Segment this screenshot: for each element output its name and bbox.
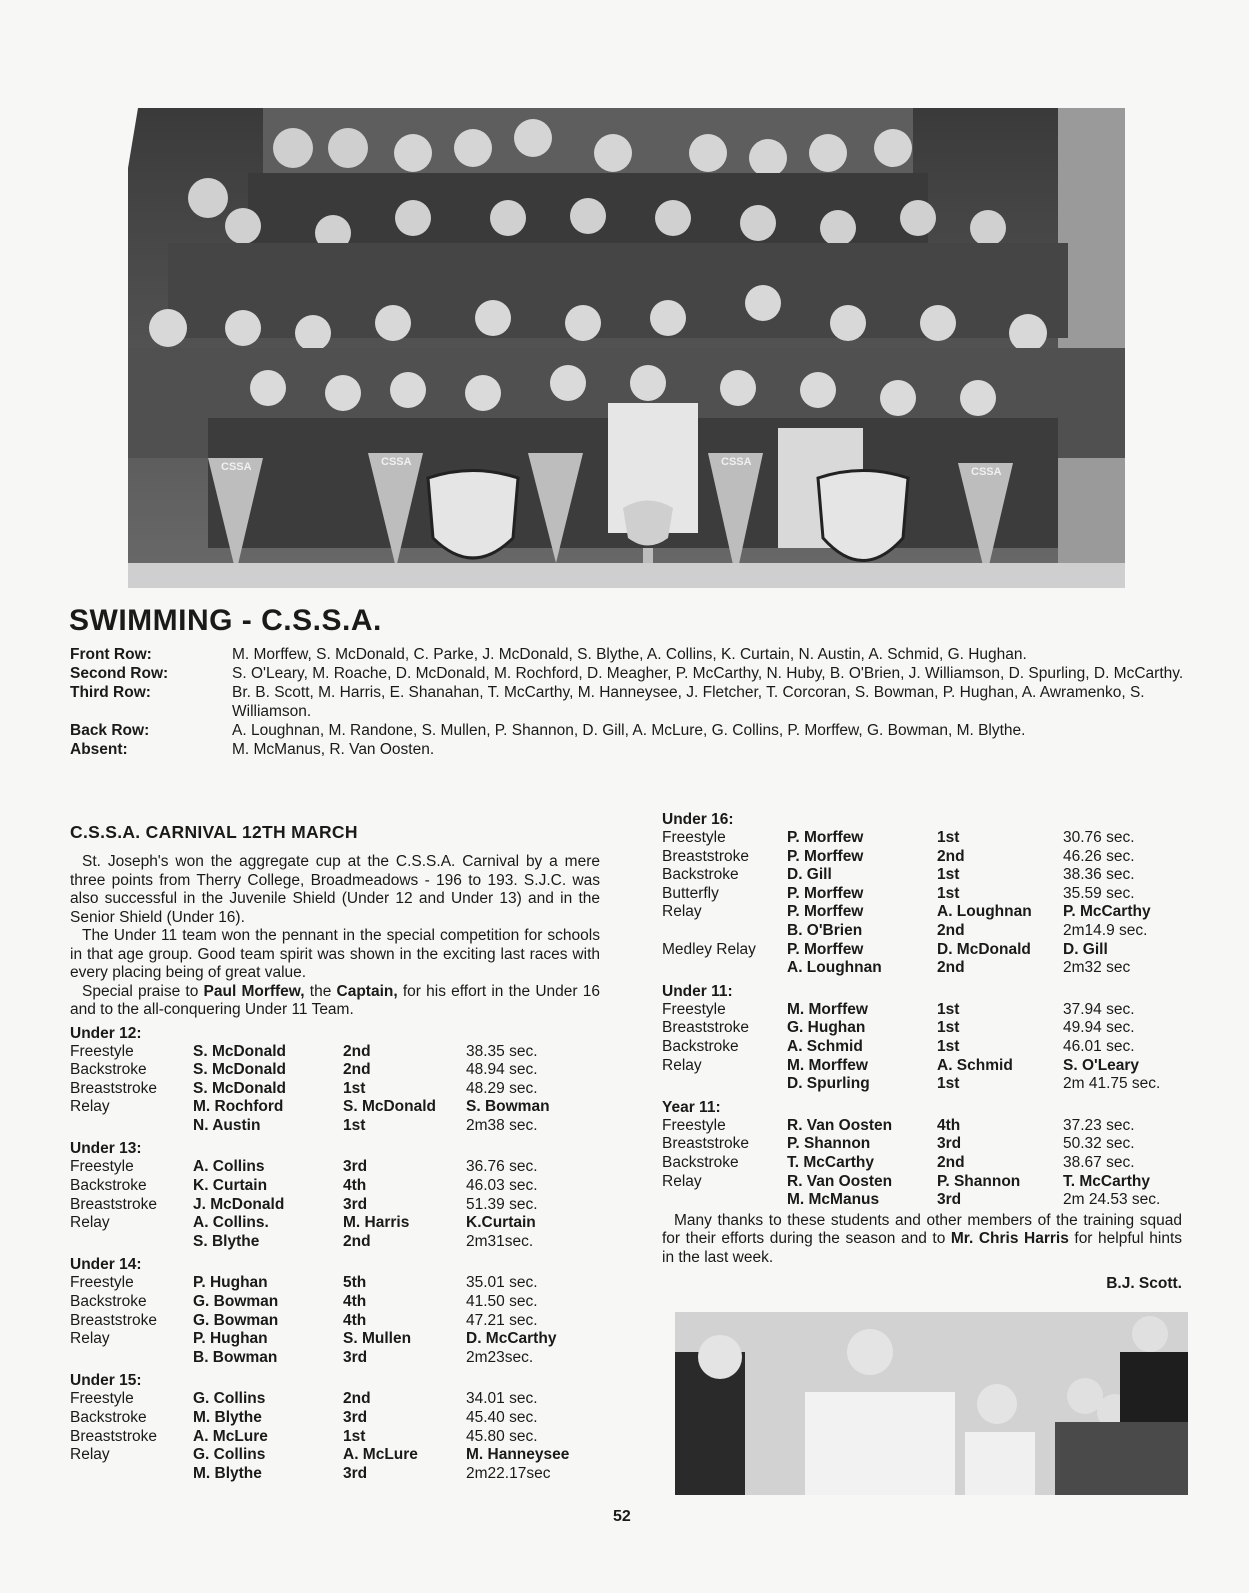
result-row — [662, 941, 1192, 960]
place-cell: A. McLure — [343, 1446, 418, 1464]
results-table-left — [70, 1024, 600, 1484]
time-cell: 2m 41.75 sec. — [1063, 1075, 1161, 1093]
time-cell: 2m 24.53 sec. — [1063, 1191, 1161, 1209]
place-cell: 1st — [937, 1000, 960, 1018]
caption-row-label: Second Row: — [70, 665, 169, 682]
article-left-column — [70, 822, 600, 1483]
age-group-heading: Under 12: — [70, 1024, 142, 1042]
swimmer-cell: M. Morffew — [787, 1000, 868, 1018]
result-row — [662, 1173, 1192, 1192]
time-cell: 38.67 sec. — [1063, 1153, 1135, 1171]
caption-row-names: A. Loughnan, M. Randone, S. Mullen, P. Shannon, D. Gill, A. McLure, G. Collins, P. Morffew, G. Bowman, M. Blythe. — [232, 722, 1026, 739]
caption-row-names: S. O'Leary, M. Roache, D. McDonald, M. Rochford, D. Meagher, P. McCarthy, N. Huby, B. O'Brien, J. Williamson, D. Spurling, D. McCarthy. — [232, 665, 1184, 682]
place-cell: 4th — [343, 1311, 367, 1329]
time-cell: S. O'Leary — [1063, 1056, 1140, 1074]
event-cell: Backstroke — [70, 1177, 147, 1195]
time-cell: 46.01 sec. — [1063, 1037, 1135, 1055]
swimmer-cell: A. McLure — [193, 1427, 268, 1445]
result-row — [70, 1446, 600, 1465]
event-cell: Relay — [662, 1056, 702, 1074]
time-cell: 51.39 sec. — [466, 1195, 538, 1213]
swimmer-cell: M. Morffew — [787, 1056, 868, 1074]
swimmer-cell: P. Morffew — [787, 847, 864, 865]
team-photo-graphic — [128, 108, 1125, 588]
place-cell: 3rd — [937, 1135, 962, 1153]
time-cell: 34.01 sec. — [466, 1390, 538, 1408]
event-cell: Freestyle — [662, 1000, 726, 1018]
age-group-heading: Under 16: — [662, 811, 734, 828]
result-row — [70, 1390, 600, 1409]
event-cell: Freestyle — [70, 1158, 134, 1176]
time-cell: 50.32 sec. — [1063, 1135, 1135, 1153]
swimmer-cell: S. McDonald — [193, 1042, 287, 1060]
result-row — [70, 1233, 600, 1252]
swimmer-cell: J. McDonald — [193, 1195, 285, 1213]
time-cell: M. Hanneysee — [466, 1446, 570, 1464]
text-run: the — [304, 982, 337, 1000]
result-row — [662, 959, 1192, 978]
event-cell — [70, 1349, 193, 1368]
place-cell: 1st — [937, 884, 960, 902]
age-group-heading: Year 11: — [662, 1098, 721, 1116]
text-run: Many thanks to these students and other members of the training squad for their efforts during the season and to — [662, 1211, 1182, 1248]
swimmer-cell: B. O'Brien — [787, 921, 863, 939]
time-cell: K.Curtain — [466, 1214, 536, 1232]
event-cell: Breaststroke — [662, 1135, 750, 1153]
swimmer-cell: P. Hughan — [193, 1274, 268, 1292]
time-cell: 46.26 sec. — [1063, 847, 1135, 865]
event-cell — [662, 959, 787, 978]
caption-row-names: Br. B. Scott, M. Harris, E. Shanahan, T. McCarthy, M. Hanneysee, J. Fletcher, T. Corcoran, S. Bowman, P. Hughan, A. Awramenko, S. Williamson. — [232, 684, 1145, 720]
result-row — [70, 1312, 600, 1331]
place-cell: S. McDonald — [343, 1098, 437, 1116]
caption-row-names: M. McManus, R. Van Oosten. — [232, 741, 435, 758]
place-cell: 2nd — [343, 1232, 371, 1250]
result-row — [70, 1158, 600, 1177]
swimmer-cell: G. Hughan — [787, 1019, 866, 1037]
time-cell: 37.94 sec. — [1063, 1000, 1135, 1018]
age-group-heading: Under 15: — [70, 1372, 142, 1390]
time-cell: D. McCarthy — [466, 1330, 557, 1348]
candid-photo-graphic — [675, 1312, 1188, 1495]
event-cell: Freestyle — [70, 1390, 134, 1408]
swimmer-cell: P. Morffew — [787, 903, 864, 921]
result-row — [70, 1117, 600, 1136]
swimmer-cell: B. Bowman — [193, 1348, 278, 1366]
event-cell: Relay — [70, 1214, 110, 1232]
time-cell: 38.36 sec. — [1063, 866, 1135, 884]
place-cell: 2nd — [343, 1390, 371, 1408]
swimmer-cell: R. Van Oosten — [787, 1172, 893, 1190]
swimmer-cell: A. Schmid — [787, 1037, 863, 1055]
place-cell: D. McDonald — [937, 940, 1031, 958]
swimmer-cell: M. McManus — [787, 1191, 880, 1209]
swimmer-cell: G. Collins — [193, 1390, 266, 1408]
event-cell: Breaststroke — [70, 1079, 158, 1097]
time-cell: T. McCarthy — [1063, 1172, 1150, 1190]
event-cell — [662, 1191, 787, 1210]
swimmer-cell: D. Spurling — [787, 1075, 870, 1093]
age-group-heading: Under 11: — [662, 982, 733, 1000]
swimmer-cell: A. Collins. — [193, 1214, 269, 1232]
result-row — [662, 1038, 1192, 1057]
event-cell: Freestyle — [70, 1274, 134, 1292]
time-cell: 2m22.17sec — [466, 1464, 551, 1482]
event-cell: Relay — [70, 1098, 110, 1116]
result-row — [662, 1135, 1192, 1154]
swimmer-cell: K. Curtain — [193, 1177, 268, 1195]
caption-row-label: Back Row: — [70, 722, 150, 739]
result-row — [70, 1428, 600, 1447]
swimmer-cell: G. Collins — [193, 1446, 266, 1464]
event-cell: Breaststroke — [70, 1427, 158, 1445]
place-cell: 2nd — [343, 1042, 371, 1060]
result-row — [70, 1214, 600, 1233]
swimmer-cell: G. Bowman — [193, 1311, 279, 1329]
swimmer-cell: S. McDonald — [193, 1079, 287, 1097]
result-row — [70, 1098, 600, 1117]
swimmer-cell: D. Gill — [787, 866, 832, 884]
article-paragraph — [70, 983, 600, 1020]
time-cell: 49.94 sec. — [1063, 1019, 1135, 1037]
event-cell: Breaststroke — [70, 1311, 158, 1329]
time-cell: 48.29 sec. — [466, 1079, 538, 1097]
event-cell: Butterfly — [662, 884, 719, 902]
time-cell: 46.03 sec. — [466, 1177, 538, 1195]
pennant-label: CSSA — [721, 456, 752, 468]
coach-name: Mr. Chris Harris — [950, 1230, 1069, 1248]
time-cell: D. Gill — [1063, 940, 1108, 958]
place-cell: M. Harris — [343, 1214, 410, 1232]
result-row — [662, 1001, 1192, 1020]
event-cell: Breaststroke — [662, 1019, 750, 1037]
place-cell: 3rd — [343, 1348, 368, 1366]
place-cell: 1st — [937, 829, 960, 846]
result-row — [70, 1196, 600, 1215]
age-group-heading: Under 13: — [70, 1140, 142, 1158]
photo-caption — [70, 645, 1200, 759]
time-cell: 45.40 sec. — [466, 1409, 538, 1426]
swimmer-cell: S. Blythe — [193, 1232, 260, 1250]
time-cell: 2m38 sec. — [466, 1116, 538, 1134]
event-cell: Relay — [70, 1446, 110, 1464]
page-number: 52 — [613, 1508, 631, 1525]
event-cell: Freestyle — [70, 1042, 134, 1060]
result-row — [70, 1349, 600, 1368]
time-cell: 47.21 sec. — [466, 1311, 538, 1329]
swimmer-cell: P. Morffew — [787, 884, 864, 902]
event-cell — [662, 922, 787, 941]
swimmer-cell: M. Rochford — [193, 1098, 284, 1116]
time-cell: 41.50 sec. — [466, 1293, 538, 1311]
result-row — [662, 1019, 1192, 1038]
event-cell: Backstroke — [662, 1153, 739, 1171]
event-cell: Breaststroke — [662, 847, 750, 865]
result-row — [70, 1080, 600, 1099]
place-cell: 4th — [937, 1116, 961, 1134]
swimmer-cell: S. McDonald — [193, 1061, 287, 1079]
swimmer-cell: A. Collins — [193, 1158, 265, 1176]
result-row — [662, 922, 1192, 941]
place-cell: 2nd — [937, 847, 965, 865]
article-paragraph: St. Joseph's won the aggregate cup at the C.S.S.A. Carnival by a mere three points from Therry College, Broadmeadows - 196 to 193. S.J.C. was also successful in the Juvenile Shield (Under 12 and Under 13) and in the Senior Shield (Under 16). — [70, 853, 600, 926]
author-signature: B.J. Scott. — [1106, 1275, 1182, 1293]
result-row — [662, 848, 1192, 867]
closing-paragraph — [662, 1212, 1182, 1268]
place-cell: A. Schmid — [937, 1056, 1013, 1074]
page-title: SWIMMING - C.S.S.A. — [69, 604, 382, 637]
time-cell: 38.35 sec. — [466, 1042, 538, 1060]
results-table-right — [662, 810, 1192, 1210]
time-cell: 30.76 sec. — [1063, 829, 1135, 846]
swimmer-cell: P. Shannon — [787, 1135, 871, 1153]
article-paragraph: The Under 11 team won the pennant in the special competition for schools in that age group. Good team spirit was shown in the exciting last races with every placing being of great value. — [70, 927, 600, 981]
event-cell: Backstroke — [70, 1293, 147, 1311]
time-cell: 2m14.9 sec. — [1063, 921, 1148, 939]
place-cell: 1st — [937, 866, 960, 884]
swimmer-cell: R. Van Oosten — [787, 1116, 893, 1134]
pennant-label: CSSA — [971, 466, 1002, 478]
caption-row-label: Third Row: — [70, 684, 151, 701]
result-row — [662, 866, 1192, 885]
event-cell — [70, 1233, 193, 1252]
event-cell — [662, 1075, 787, 1094]
swimmer-cell: T. McCarthy — [787, 1153, 874, 1171]
event-cell: Relay — [70, 1330, 110, 1348]
place-cell: 2nd — [937, 959, 965, 977]
result-row — [662, 1117, 1192, 1136]
event-cell: Backstroke — [70, 1061, 147, 1079]
swimmer-cell: M. Blythe — [193, 1464, 262, 1482]
article-right-column — [662, 806, 1192, 1293]
place-cell: 1st — [343, 1427, 366, 1445]
caption-row — [70, 664, 1200, 683]
swimmer-cell: G. Bowman — [193, 1293, 279, 1311]
event-cell: Breaststroke — [70, 1195, 158, 1213]
result-row — [70, 1043, 600, 1062]
result-row — [662, 1057, 1192, 1076]
text-run: for helpful hints in the last week. — [662, 1230, 1182, 1266]
caption-row — [70, 683, 1200, 721]
time-cell: 48.94 sec. — [466, 1061, 538, 1079]
place-cell: 1st — [937, 1019, 960, 1037]
place-cell: P. Shannon — [937, 1172, 1021, 1190]
result-row — [70, 1330, 600, 1349]
result-row — [662, 829, 1192, 848]
event-cell: Freestyle — [662, 829, 726, 846]
place-cell: 3rd — [343, 1464, 368, 1482]
event-cell: Backstroke — [70, 1409, 147, 1426]
place-cell: 3rd — [343, 1158, 368, 1176]
pennant-label: CSSA — [221, 461, 252, 473]
place-cell: 3rd — [343, 1409, 368, 1426]
result-row — [70, 1061, 600, 1080]
swimmer-cell: A. Loughnan — [787, 959, 882, 977]
event-cell: Medley Relay — [662, 940, 756, 958]
time-cell: 35.01 sec. — [466, 1274, 538, 1292]
time-cell: 37.23 sec. — [1063, 1116, 1135, 1134]
result-row — [662, 903, 1192, 922]
place-cell: 3rd — [343, 1195, 368, 1213]
caption-row-names: M. Morffew, S. McDonald, C. Parke, J. McDonald, S. Blythe, A. Collins, K. Curtain, N. Austin, A. Schmid, G. Hughan. — [232, 646, 1027, 663]
swimmer-cell: N. Austin — [193, 1116, 261, 1134]
result-row — [70, 1465, 600, 1484]
swimmer-cell: P. Morffew — [787, 829, 864, 846]
result-row — [70, 1177, 600, 1196]
time-cell: 36.76 sec. — [466, 1158, 538, 1176]
place-cell: 4th — [343, 1177, 367, 1195]
place-cell: 1st — [343, 1116, 366, 1134]
place-cell: A. Loughnan — [937, 903, 1032, 921]
caption-row — [70, 740, 1200, 759]
place-cell: 2nd — [343, 1061, 371, 1079]
event-cell: Relay — [662, 1172, 702, 1190]
result-row — [662, 1191, 1192, 1210]
text-run: for his effort in the Under 16 and to the all-conquering Under 11 Team. — [70, 982, 600, 1018]
pennant-label: CSSA — [381, 456, 412, 468]
time-cell: 35.59 sec. — [1063, 884, 1135, 902]
time-cell: 45.80 sec. — [466, 1427, 538, 1445]
caption-row — [70, 645, 1200, 664]
event-cell: Backstroke — [662, 866, 739, 884]
event-cell: Backstroke — [662, 1037, 739, 1055]
time-cell: 2m31sec. — [466, 1232, 534, 1250]
caption-row-label: Front Row: — [70, 646, 152, 663]
time-cell: 2m23sec. — [466, 1348, 534, 1366]
result-row — [70, 1274, 600, 1293]
result-row — [662, 1075, 1192, 1094]
place-cell: 1st — [937, 1075, 960, 1093]
time-cell: 2m32 sec — [1063, 959, 1131, 977]
article-heading: C.S.S.A. CARNIVAL 12TH MARCH — [70, 822, 358, 842]
place-cell: S. Mullen — [343, 1330, 412, 1348]
event-cell: Freestyle — [662, 1116, 726, 1134]
place-cell: 2nd — [937, 921, 965, 939]
place-cell: 4th — [343, 1293, 367, 1311]
text-run: Special praise to — [82, 982, 204, 1000]
caption-row-label: Absent: — [70, 741, 128, 758]
result-row — [662, 885, 1192, 904]
event-cell — [70, 1117, 193, 1136]
team-photo — [128, 108, 1125, 588]
place-cell: 1st — [937, 1037, 960, 1055]
time-cell: P. McCarthy — [1063, 903, 1151, 921]
caption-row — [70, 721, 1200, 740]
age-group-heading: Under 14: — [70, 1256, 142, 1274]
captain-name: Paul Morffew, — [203, 982, 305, 1000]
swimmer-cell: P. Hughan — [193, 1330, 268, 1348]
event-cell: Relay — [662, 903, 702, 921]
place-cell: 5th — [343, 1274, 367, 1292]
result-row — [662, 1154, 1192, 1173]
place-cell: 3rd — [937, 1191, 962, 1209]
time-cell: S. Bowman — [466, 1098, 550, 1116]
captain-title: Captain, — [336, 982, 398, 1000]
place-cell: 2nd — [937, 1153, 965, 1171]
swimmer-cell: P. Morffew — [787, 940, 864, 958]
swimmer-cell: M. Blythe — [193, 1409, 262, 1426]
place-cell: 1st — [343, 1079, 366, 1097]
result-row — [70, 1409, 600, 1428]
event-cell — [70, 1465, 193, 1484]
candid-photo — [675, 1312, 1188, 1495]
result-row — [70, 1293, 600, 1312]
